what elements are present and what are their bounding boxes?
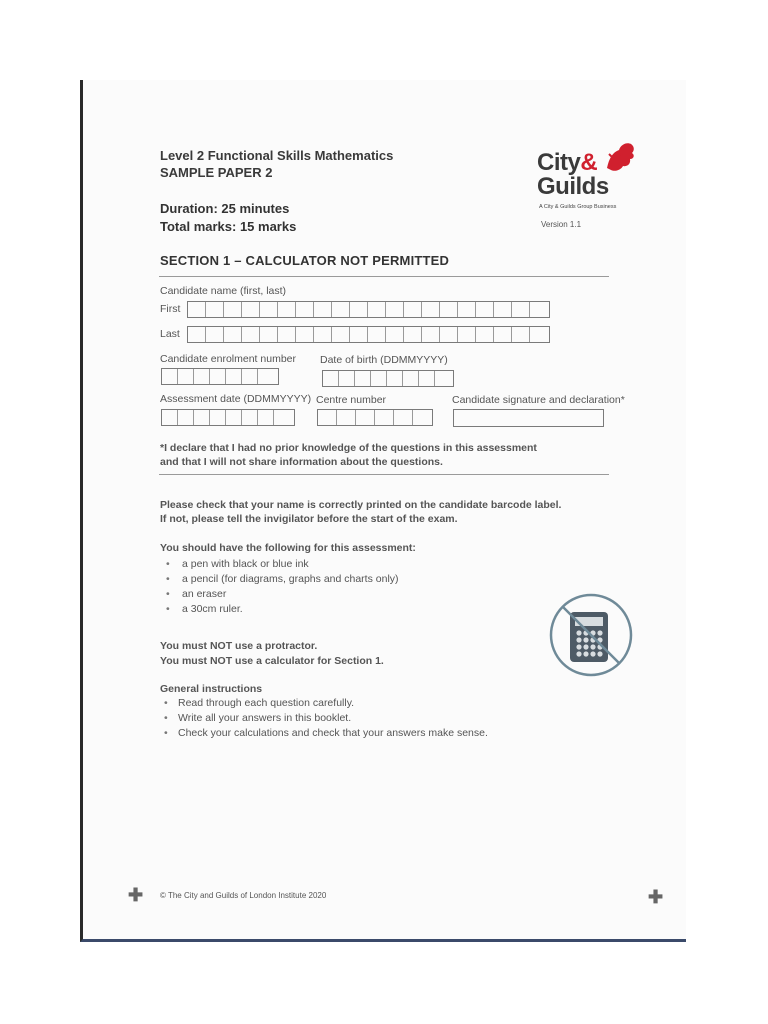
logo-city-text: City — [537, 149, 581, 176]
check-line-2: If not, please tell the invigilator before the start of the exam. — [160, 513, 458, 525]
list-item: • a 30cm ruler. — [160, 602, 399, 617]
last-name-label: Last — [160, 328, 180, 340]
version-label: Version 1.1 — [541, 220, 582, 229]
signature-field[interactable] — [453, 409, 604, 427]
section-title: SECTION 1 – CALCULATOR NOT PERMITTED — [160, 253, 450, 268]
divider — [159, 474, 609, 475]
check-line-1: Please check that your name is correctly printed on the candidate barcode label. — [160, 499, 562, 511]
centre-number-field[interactable] — [317, 409, 433, 426]
lion-icon — [601, 140, 637, 174]
restriction-protractor: You must NOT use a protractor. — [160, 640, 318, 652]
last-name-field[interactable] — [187, 326, 550, 343]
total-marks: Total marks: 15 marks — [160, 219, 297, 234]
restriction-calculator: You must NOT use a calculator for Section 1. — [160, 655, 384, 667]
list-item: • Check your calculations and check that your answers make sense. — [160, 726, 488, 741]
no-calculator-icon — [548, 592, 634, 678]
logo-guilds-text: Guilds — [537, 173, 609, 200]
equipment-list — [160, 557, 399, 617]
divider — [159, 276, 609, 277]
dob-label: Date of birth (DDMMYYYY) — [320, 354, 448, 366]
centre-number-label: Centre number — [316, 394, 387, 406]
paper-title: Level 2 Functional Skills Mathematics — [160, 148, 394, 163]
plus-icon: ✚ — [648, 887, 664, 907]
assessment-date-field[interactable] — [161, 409, 295, 426]
list-item: • a pencil (for diagrams, graphs and charts only) — [160, 572, 399, 587]
city-guilds-logo — [535, 140, 645, 230]
declaration-line-1: *I declare that I had no prior knowledge of the questions in this assessment — [160, 442, 537, 454]
first-name-label: First — [160, 303, 181, 315]
declaration-line-2: and that I will not share information about the questions. — [160, 456, 443, 468]
exam-paper — [80, 80, 686, 942]
first-name-field[interactable] — [187, 301, 550, 318]
paper-subtitle: SAMPLE PAPER 2 — [160, 165, 273, 180]
dob-field[interactable] — [322, 370, 454, 387]
copyright: © The City and Guilds of London Institute 2020 — [160, 891, 327, 900]
signature-label: Candidate signature and declaration* — [452, 394, 625, 406]
enrolment-field[interactable] — [161, 368, 279, 385]
assessment-date-label: Assessment date (DDMMYYYY) — [160, 393, 312, 405]
candidate-name-label: Candidate name (first, last) — [160, 285, 287, 297]
list-item: • Write all your answers in this booklet. — [160, 711, 488, 726]
plus-icon: ✚ — [128, 885, 144, 905]
enrolment-label: Candidate enrolment number — [160, 353, 296, 365]
duration: Duration: 25 minutes — [160, 201, 290, 216]
list-item: • an eraser — [160, 587, 399, 602]
logo-ampersand: & — [580, 149, 598, 176]
equipment-heading: You should have the following for this assessment: — [160, 542, 416, 554]
list-item: • a pen with black or blue ink — [160, 557, 399, 572]
instructions-list — [160, 696, 488, 741]
list-item: • Read through each question carefully. — [160, 696, 488, 711]
instructions-heading: General instructions — [160, 683, 263, 695]
logo-tagline: A City & Guilds Group Business — [539, 204, 617, 210]
